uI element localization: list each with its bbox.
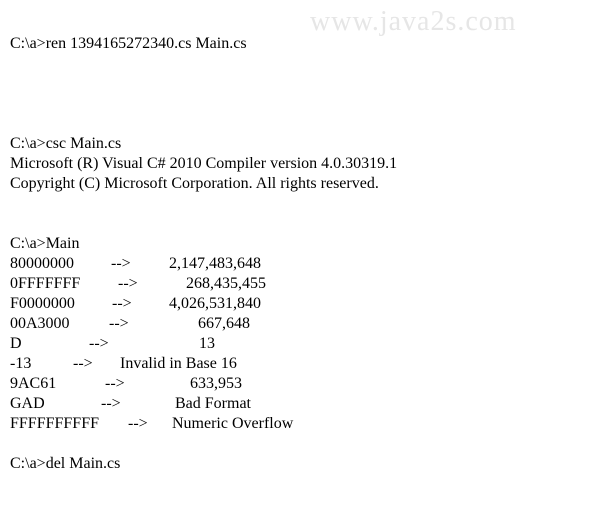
copyright-line: Copyright (C) Microsoft Corporation. All rights reserved. — [10, 175, 379, 192]
output-result: 4,026,531,840 — [169, 295, 261, 312]
output-row — [10, 295, 261, 313]
command-line-csc: C:\a>csc Main.cs — [10, 135, 122, 152]
output-arrow: --> — [101, 395, 121, 412]
command-line-ren: C:\a>ren 1394165272340.cs Main.cs — [10, 35, 247, 52]
output-row — [10, 415, 294, 433]
output-row — [10, 395, 251, 413]
output-arrow: --> — [109, 315, 129, 332]
output-arrow: --> — [73, 355, 93, 372]
output-result: 633,953 — [190, 375, 242, 392]
output-result: Bad Format — [175, 395, 251, 412]
output-row — [10, 335, 215, 353]
output-result: 268,435,455 — [186, 275, 266, 292]
output-result: 667,648 — [198, 315, 250, 332]
output-arrow: --> — [111, 255, 131, 272]
output-input: 00A3000 — [10, 315, 70, 332]
output-row — [10, 355, 237, 373]
output-input: GAD — [10, 395, 45, 412]
output-input: 80000000 — [10, 255, 74, 272]
output-result: Numeric Overflow — [172, 415, 294, 432]
output-input: D — [10, 335, 22, 352]
output-input: F0000000 — [10, 295, 75, 312]
command-line-main: C:\a>Main — [10, 235, 80, 252]
output-row — [10, 275, 266, 293]
output-arrow: --> — [112, 295, 132, 312]
output-row — [10, 315, 250, 333]
compiler-version-line: Microsoft (R) Visual C# 2010 Compiler version 4.0.30319.1 — [10, 155, 398, 172]
output-result: Invalid in Base 16 — [120, 355, 237, 372]
output-input: 0FFFFFFF — [10, 275, 81, 292]
output-arrow: --> — [128, 415, 148, 432]
command-line-del: C:\a>del Main.cs — [10, 455, 121, 472]
watermark-text: www.java2s.com — [310, 6, 517, 37]
output-result: 13 — [199, 335, 215, 352]
output-arrow: --> — [105, 375, 125, 392]
output-row — [10, 375, 242, 393]
output-arrow: --> — [118, 275, 138, 292]
output-input: 9AC61 — [10, 375, 57, 392]
output-arrow: --> — [89, 335, 109, 352]
output-result: 2,147,483,648 — [169, 255, 261, 272]
output-row — [10, 255, 261, 273]
output-input: FFFFFFFFFF — [10, 415, 99, 432]
output-input: -13 — [10, 355, 32, 372]
